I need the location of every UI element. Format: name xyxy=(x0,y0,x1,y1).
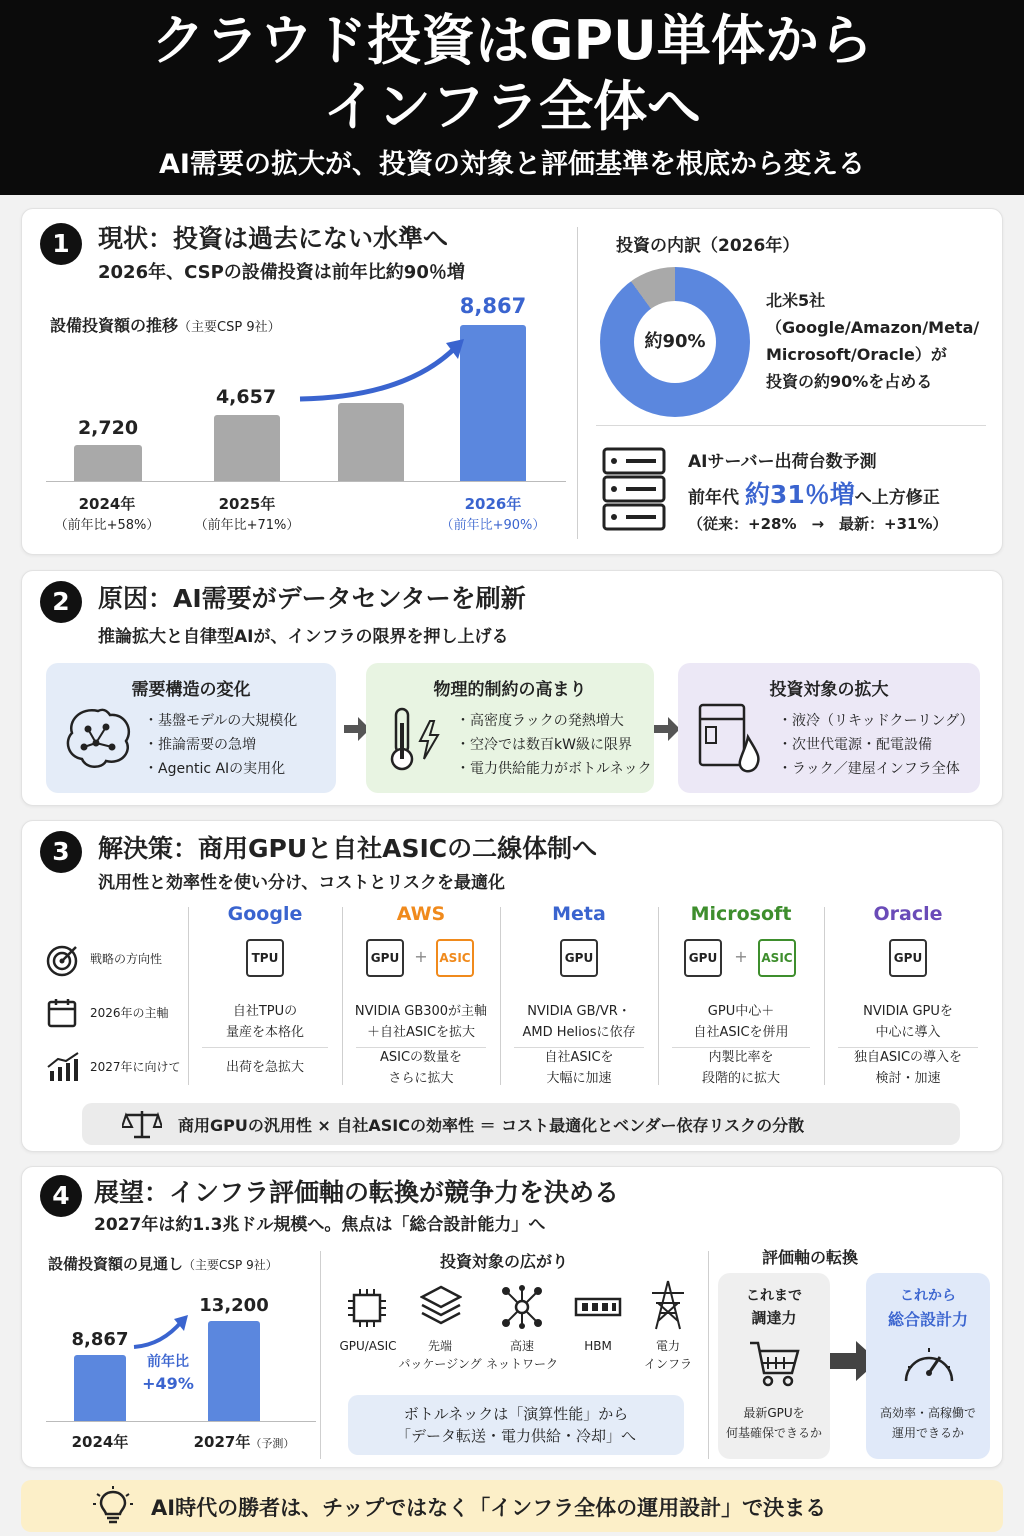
tpu-chip-icon: TPU xyxy=(246,939,284,977)
chart-baseline xyxy=(46,481,566,482)
server-rack-icon xyxy=(602,447,666,531)
pie-description: 北米5社 （Google/Amazon/Meta/ Microsoft/Oracle）が 投資の約90%を占める xyxy=(766,291,980,391)
scope-item-hbm: HBM xyxy=(584,1339,612,1353)
donut-center-label: 約90% xyxy=(634,301,716,383)
category-2024: 2024年 xyxy=(71,1433,129,1451)
company-column-aws xyxy=(342,903,500,1086)
divider xyxy=(577,227,578,539)
scope-item-gpu-asic: GPU/ASIC xyxy=(339,1339,397,1353)
new-axis-head: これから xyxy=(900,1288,956,1304)
gpu-chip-icon: GPU xyxy=(366,939,404,977)
gpu-chip-icon: GPU xyxy=(889,939,927,977)
bar-2027 xyxy=(208,1321,260,1421)
divider xyxy=(202,1047,328,1048)
section-title: 解決策：商用GPUと自社ASICの二線体制へ xyxy=(98,834,598,863)
cause-box-physical xyxy=(366,663,654,793)
section-title: 展望：インフラ評価軸の転換が競争力を決める xyxy=(94,1178,620,1207)
section-subtitle: 汎用性と効率性を使い分け、コストとリスクを最適化 xyxy=(98,873,505,893)
section-number: 4 xyxy=(40,1175,82,1217)
divider xyxy=(596,425,986,426)
bar-value-2027: 13,200 xyxy=(199,1295,269,1316)
main-strategy: NVIDIA GB300が主軸 ＋自社ASICを拡大 xyxy=(354,1004,488,1040)
growth-2024: （前年比+58%） xyxy=(54,518,160,533)
footer-banner xyxy=(21,1480,1003,1532)
scope-item-power: 電力 インフラ xyxy=(643,1339,692,1371)
power-tower-icon xyxy=(648,1279,688,1331)
section-subtitle: 2027年は約1.3兆ドル規模へ。焦点は「総合設計能力」へ xyxy=(94,1215,546,1235)
balance-scale-icon xyxy=(122,1109,162,1139)
main-strategy: 自社TPUの 量産を本格化 xyxy=(225,1004,304,1040)
company-column-microsoft xyxy=(658,903,824,1086)
next-strategy: 出荷を急拡大 xyxy=(225,1060,304,1075)
section-subtitle: 2026年、CSPの設備投資は前年比約90％増 xyxy=(98,262,465,283)
bar-interim xyxy=(338,403,404,481)
cause-box-scope xyxy=(678,663,980,793)
section-number: 2 xyxy=(40,581,82,623)
growth-label: 前年比 +49% xyxy=(142,1354,194,1393)
bar-value-2024: 2,720 xyxy=(77,417,139,439)
calendar-icon xyxy=(46,997,78,1029)
plus-sign: + xyxy=(414,947,428,966)
new-axis-card xyxy=(866,1273,990,1459)
growth-2025: （前年比+71%） xyxy=(194,518,300,533)
row-label-2027: 2027年に向けて xyxy=(90,1060,181,1074)
bottleneck-callout xyxy=(348,1395,684,1455)
summary-text: 商用GPUの汎用性 × 自社ASICの効率性 ＝ コスト最適化とベンダー依存リスクの分散 xyxy=(178,1116,805,1135)
chip-icon xyxy=(346,1287,388,1329)
section-solution xyxy=(21,820,1003,1152)
server-forecast-note: （従来：+28% → 最新：+31%） xyxy=(688,515,948,533)
section-outlook xyxy=(21,1166,1003,1468)
chart-baseline xyxy=(46,1421,316,1422)
summary-banner xyxy=(82,1103,960,1145)
outlook-bar-chart xyxy=(46,1275,316,1461)
growth-chart-icon xyxy=(46,1051,80,1083)
footer-text: AI時代の勝者は、チップではなく「インフラ全体の運用設計」で決まる xyxy=(151,1496,827,1520)
next-strategy: ASICの数量を さらに拡大 xyxy=(379,1050,463,1086)
main-strategy: GPU中心＋ 自社ASICを併用 xyxy=(693,1004,789,1040)
donut-chart xyxy=(600,267,750,417)
new-axis-desc: 高効率・高稼働で 運用できるか xyxy=(879,1406,976,1440)
section-current-status xyxy=(21,208,1003,555)
target-icon xyxy=(46,943,80,977)
cause-box-demand xyxy=(46,663,336,793)
axis-shift-title: 評価軸の転換 xyxy=(762,1248,859,1267)
page-subtitle: AI需要の拡大が、投資の対象と評価基準を根底から変える xyxy=(159,149,865,180)
bottleneck-text: ボトルネックは「演算性能」から 「データ転送・電力供給・冷却」へ xyxy=(395,1405,636,1445)
main-strategy: NVIDIA GPUを 中心に導入 xyxy=(863,1004,953,1040)
section-subtitle: 推論拡大と自律型AIが、インフラの限界を押し上げる xyxy=(98,627,509,647)
server-forecast-line: 前年代 約31％増へ上方修正 xyxy=(688,480,940,509)
old-axis-desc: 最新GPUを 何基確保できるか xyxy=(725,1406,822,1440)
box-list: ・基盤モデルの大規模化 ・推論需要の急増 ・Agentic AIの実用化 xyxy=(144,713,298,777)
company-name: Meta xyxy=(552,903,606,925)
server-forecast-title: AIサーバー出荷台数予測 xyxy=(688,452,877,472)
asic-chip-icon: ASIC xyxy=(436,939,474,977)
divider xyxy=(320,1251,321,1459)
growth-arrow-icon xyxy=(132,1313,192,1353)
bar-2024 xyxy=(74,445,142,481)
box-title: 物理的制約の高まり xyxy=(433,680,587,700)
box-title: 投資対象の拡大 xyxy=(769,680,889,700)
thermometer-bolt-icon xyxy=(388,707,442,773)
row-label-2026: 2026年の主軸 xyxy=(90,1006,169,1020)
category-2026: 2026年 xyxy=(464,495,522,513)
shopping-cart-icon xyxy=(748,1339,800,1389)
old-axis-name: 調達力 xyxy=(751,1309,797,1327)
section-title: 現状：投資は過去にない水準へ xyxy=(98,224,449,253)
scope-item-packaging: 先端 パッケージング xyxy=(398,1339,482,1371)
bar-2024 xyxy=(74,1355,126,1421)
outlook-chart-title: 設備投資額の見通し（主要CSP 9社） xyxy=(48,1255,278,1273)
bar-2026 xyxy=(460,325,526,481)
gpu-chip-icon: GPU xyxy=(560,939,598,977)
scope-item-network: 高速 ネットワーク xyxy=(485,1339,558,1371)
box-title: 需要構造の変化 xyxy=(131,680,251,700)
page-title-line1: クラウド投資はGPU単体から xyxy=(151,9,873,72)
brain-network-icon xyxy=(62,705,134,771)
hero-banner xyxy=(0,0,1024,195)
new-axis-name: 総合設計力 xyxy=(887,1310,968,1329)
server-liquid-cooling-icon xyxy=(698,703,764,775)
main-strategy: NVIDIA GB/VR・ AMD Heliosに依存 xyxy=(522,1004,636,1040)
category-2024: 2024年 xyxy=(78,495,136,513)
next-strategy: 独自ASICの導入を 検討・加速 xyxy=(853,1050,963,1086)
stacked-layers-icon xyxy=(420,1285,462,1329)
pie-title: 投資の内訳（2026年） xyxy=(616,236,800,256)
bar-value-2024: 8,867 xyxy=(71,1329,129,1350)
asic-chip-icon: ASIC xyxy=(758,939,796,977)
network-icon xyxy=(500,1285,544,1329)
page-title-line2: インフラ全体へ xyxy=(323,75,701,138)
old-axis-head: これまで xyxy=(746,1288,802,1304)
box-list: ・液冷（リキッドクーリング） ・次世代電源・配電設備 ・ラック／建屋インフラ全体 xyxy=(778,713,974,777)
divider xyxy=(708,1251,709,1459)
memory-module-icon xyxy=(574,1295,622,1321)
gauge-icon xyxy=(902,1343,956,1385)
company-column-oracle xyxy=(824,903,992,1086)
category-2025: 2025年 xyxy=(218,495,276,513)
section-title: 原因：AI需要がデータセンターを刷新 xyxy=(98,584,526,613)
capex-chart-title: 設備投資額の推移（主要CSP 9社） xyxy=(50,316,281,335)
company-name: AWS xyxy=(396,903,446,925)
old-axis-card xyxy=(718,1273,830,1459)
plus-sign: + xyxy=(734,947,748,966)
row-label-strategy: 戦略の方向性 xyxy=(90,952,163,966)
growth-arrow-icon xyxy=(296,339,466,409)
company-column-google xyxy=(188,903,342,1083)
box-list: ・高密度ラックの発熱増大 ・空冷では数百kW級に限界 ・電力供給能力がボトルネック xyxy=(456,713,652,777)
bar-value-2026: 8,867 xyxy=(459,294,527,318)
scope-title: 投資対象の広がり xyxy=(440,1252,569,1271)
section-number: 1 xyxy=(40,223,82,265)
next-strategy: 内製比率を 段階的に拡大 xyxy=(701,1050,780,1086)
lightbulb-icon xyxy=(93,1486,133,1526)
arrow-right-icon xyxy=(654,717,680,741)
category-2027: 2027年（予測） xyxy=(193,1433,295,1451)
company-column-meta xyxy=(500,903,658,1086)
next-strategy: 自社ASICを 大幅に加速 xyxy=(544,1050,614,1086)
company-name: Microsoft xyxy=(690,903,792,925)
bar-value-2025: 4,657 xyxy=(215,386,277,408)
company-name: Oracle xyxy=(873,903,943,925)
growth-2026: （前年比+90%） xyxy=(440,518,546,533)
company-name: Google xyxy=(227,903,303,925)
section-number: 3 xyxy=(40,831,82,873)
bar-2025 xyxy=(214,415,280,481)
gpu-chip-icon: GPU xyxy=(684,939,722,977)
section-cause xyxy=(21,570,1003,806)
